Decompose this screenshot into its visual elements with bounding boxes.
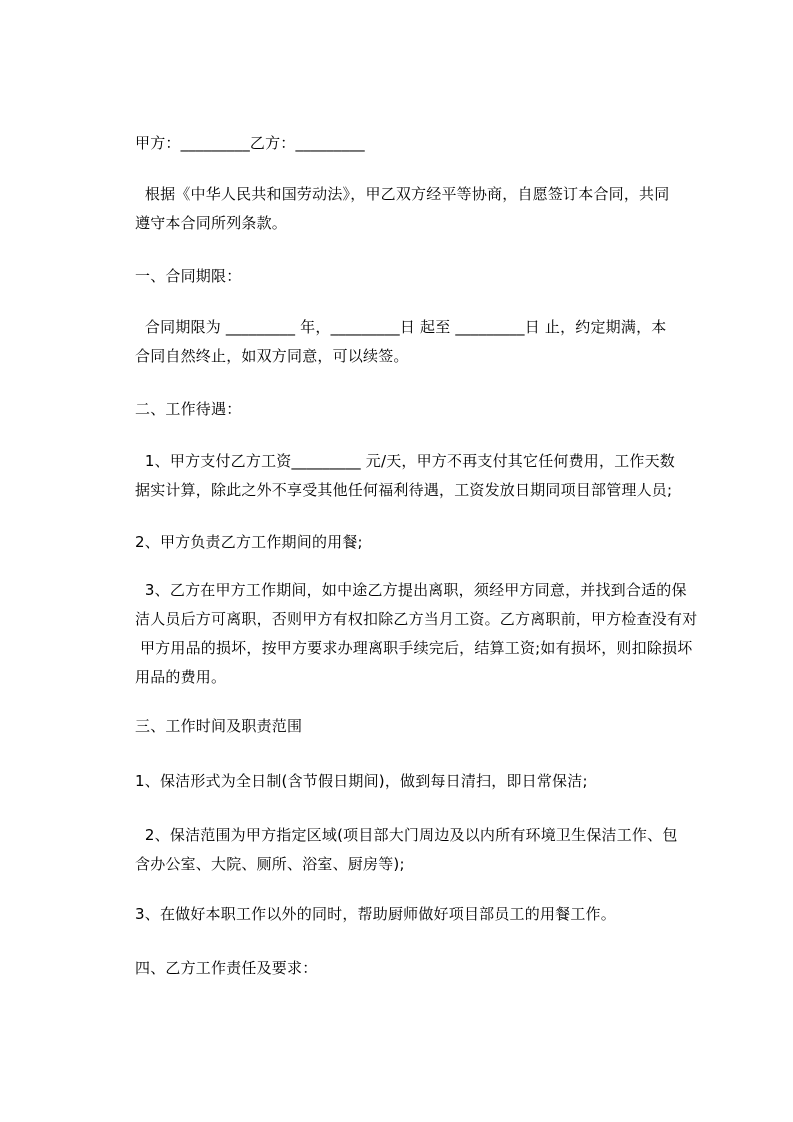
section2-item1 bbox=[135, 447, 695, 505]
section2-item3-line-1: 3、乙方在甲方工作期间，如中途乙方提出离职，须经甲方同意，并找到合适的保 bbox=[135, 581, 687, 599]
section1-paragraph bbox=[135, 313, 695, 371]
section2-item1-line-1: 1、甲方支付乙方工资_________ 元/天，甲方不再支付其它任何费用，工作天数 bbox=[135, 452, 676, 470]
section1-heading: 一、合同期限： bbox=[135, 267, 242, 285]
section1-line-2: 合同自然终止，如双方同意，可以续签。 bbox=[135, 347, 409, 365]
intro-paragraph bbox=[135, 180, 695, 238]
parties-line: 甲方：_________乙方：_________ bbox=[135, 134, 365, 152]
section3-heading: 三、工作时间及职责范围 bbox=[135, 717, 303, 735]
section1-line-1: 合同期限为 _________ 年，_________日 起至 _________日 止，约定期满，本 bbox=[135, 318, 667, 336]
section2-item3-line-3: 甲方用品的损坏，按甲方要求办理离职手续完后，结算工资;如有损坏，则扣除损坏 bbox=[135, 639, 693, 657]
section3-item3: 3、在做好本职工作以外的同时，帮助厨师做好项目部员工的用餐工作。 bbox=[135, 905, 616, 923]
section2-item3 bbox=[135, 576, 698, 692]
section2-item3-line-4: 用品的费用。 bbox=[135, 668, 227, 686]
section2-heading: 二、工作待遇： bbox=[135, 400, 242, 418]
section2-item2: 2、甲方负责乙方工作期间的用餐; bbox=[135, 533, 363, 551]
intro-line-2: 遵守本合同所列条款。 bbox=[135, 214, 288, 232]
section2-item3-line-2: 洁人员后方可离职，否则甲方有权扣除乙方当月工资。乙方离职前，甲方检查没有对 bbox=[135, 610, 698, 628]
section3-item2-line-2: 含办公室、大院、厕所、浴室、厨房等); bbox=[135, 855, 405, 873]
section4-heading: 四、乙方工作责任及要求： bbox=[135, 959, 318, 977]
section3-item2 bbox=[135, 821, 695, 879]
intro-line-1: 根据《中华人民共和国劳动法》，甲乙双方经平等协商，自愿签订本合同，共同 bbox=[135, 185, 670, 203]
section3-item1: 1、保洁形式为全日制(含节假日期间)，做到每日清扫，即日常保洁; bbox=[135, 772, 588, 790]
section2-item1-line-2: 据实计算，除此之外不享受其他任何福利待遇，工资发放日期同项目部管理人员; bbox=[135, 481, 673, 499]
section3-item2-line-1: 2、保洁范围为甲方指定区域(项目部大门周边及以内所有环境卫生保洁工作、包 bbox=[135, 826, 678, 844]
